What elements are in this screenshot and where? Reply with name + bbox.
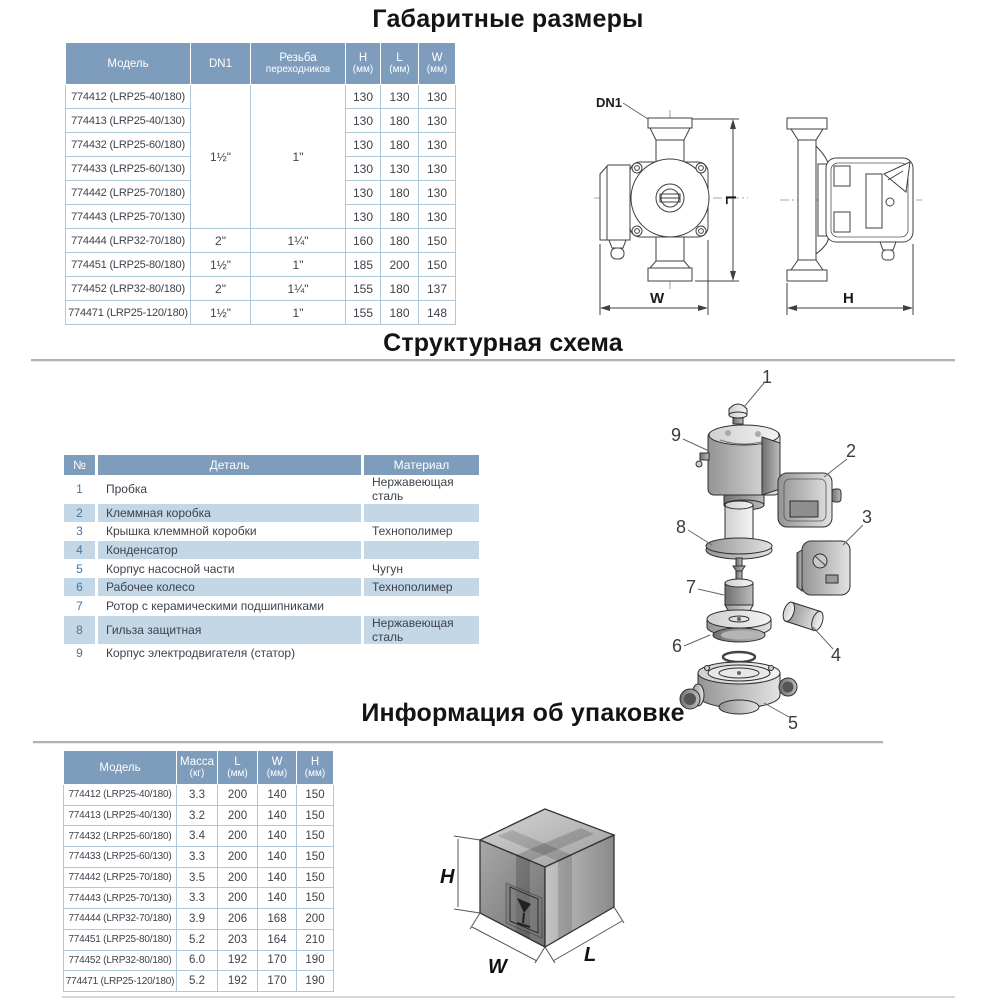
table-cell: 9	[64, 645, 95, 664]
table-cell: 160	[346, 229, 381, 253]
table-cell: 774443 (LRP25-70/130)	[66, 205, 191, 229]
table-cell: 192	[218, 950, 258, 971]
table-cell: Гильза защитная	[95, 616, 361, 645]
table-cell: 200	[218, 805, 258, 826]
table-cell: 774471 (LRP25-120/180)	[66, 301, 191, 325]
callout-9: 9	[671, 425, 682, 445]
table-cell: 6.0	[177, 950, 218, 971]
table-cell: 150	[297, 826, 334, 847]
table-cell: 1½"	[191, 85, 251, 229]
table-cell: 148	[419, 301, 456, 325]
table-row	[64, 578, 479, 597]
table-cell: 150	[297, 785, 334, 806]
box-w-label: W	[488, 956, 507, 978]
w-dimension-label: W	[650, 290, 665, 307]
table-cell: 1	[64, 475, 95, 504]
callout-4: 4	[831, 645, 842, 665]
table-cell: 200	[218, 847, 258, 868]
table-row	[64, 826, 334, 847]
l-dimension-label: L	[722, 195, 739, 205]
column-header: L (мм)	[218, 751, 258, 785]
table-cell: 1¼"	[251, 229, 346, 253]
callout-7: 7	[686, 577, 697, 597]
table-cell: 140	[258, 888, 297, 909]
table-row	[64, 645, 479, 664]
box-l-label: L	[584, 944, 597, 966]
table-cell: 200	[218, 867, 258, 888]
table-cell: 130	[346, 157, 381, 181]
table-cell: 206	[218, 909, 258, 930]
pump-side-view	[787, 118, 913, 281]
table-cell: 2"	[191, 229, 251, 253]
part-protective-sleeve	[706, 501, 772, 580]
table-cell: 185	[346, 253, 381, 277]
table-cell: 6	[64, 578, 95, 597]
table-row	[64, 785, 334, 806]
table-cell: 200	[381, 253, 419, 277]
table-cell: 137	[419, 277, 456, 301]
table-cell: 3.3	[177, 888, 218, 909]
pump-dimension-drawing	[580, 62, 990, 327]
table-cell: Нержавеющая сталь	[361, 475, 479, 504]
table-cell: 774471 (LRP25-120/180)	[64, 971, 177, 992]
table-row	[64, 597, 479, 616]
table-row	[66, 301, 456, 325]
table-cell: 130	[346, 133, 381, 157]
table-cell: 5.2	[177, 971, 218, 992]
box-illustration	[454, 809, 624, 963]
part-motor-housing	[696, 425, 780, 510]
table-cell: 3.9	[177, 909, 218, 930]
table-cell: 1"	[251, 85, 346, 229]
table-cell: 130	[419, 157, 456, 181]
table-cell: 2"	[191, 277, 251, 301]
table-cell: 3.3	[177, 847, 218, 868]
table-cell: 3.2	[177, 805, 218, 826]
table-cell: 180	[381, 205, 419, 229]
table-cell: 180	[381, 229, 419, 253]
callout-6: 6	[672, 636, 683, 656]
column-header: H (мм)	[297, 751, 334, 785]
table-row	[64, 523, 479, 542]
table-row	[64, 541, 479, 560]
table-cell: 7	[64, 597, 95, 616]
table-cell: 210	[297, 929, 334, 950]
terminal-box-outline	[600, 165, 630, 240]
table-cell: 140	[258, 785, 297, 806]
table-cell: Клеммная коробка	[95, 504, 361, 523]
dn1-label: DN1	[596, 95, 623, 110]
pump-exploded-drawing	[650, 365, 930, 737]
table-cell: 774451 (LRP25-80/180)	[66, 253, 191, 277]
table-cell: 180	[381, 277, 419, 301]
table-cell: Корпус электродвигателя (статор)	[95, 645, 361, 664]
callout-8: 8	[676, 517, 687, 537]
column-header: Резьба переходников	[251, 43, 346, 85]
table-cell: Ротор с керамическими подшипниками	[95, 597, 361, 616]
table-cell: Рабочее колесо	[95, 578, 361, 597]
table-cell: 155	[346, 277, 381, 301]
table-cell: 1"	[251, 301, 346, 325]
table-row	[64, 504, 479, 523]
table-cell: 3.4	[177, 826, 218, 847]
header-row	[64, 751, 334, 785]
table-cell: 190	[297, 971, 334, 992]
part-terminal-cover	[797, 541, 850, 595]
table-cell: 155	[346, 301, 381, 325]
table-cell: 774432 (LRP25-60/180)	[66, 133, 191, 157]
column-header: L (мм)	[381, 43, 419, 85]
column-header: Модель	[66, 43, 191, 85]
table-cell: 140	[258, 805, 297, 826]
section-title-dimensions: Габаритные размеры	[372, 5, 644, 33]
section-divider	[31, 359, 955, 361]
section-title-structure: Структурная схема	[383, 329, 623, 357]
table-cell: 774413 (LRP25-40/130)	[64, 805, 177, 826]
table-cell: 200	[218, 826, 258, 847]
table-cell: 1½"	[191, 301, 251, 325]
column-header: DN1	[191, 43, 251, 85]
column-header: W (мм)	[419, 43, 456, 85]
table-cell: Конденсатор	[95, 541, 361, 560]
table-cell	[361, 504, 479, 523]
table-cell: 5	[64, 560, 95, 579]
table-cell: 4	[64, 541, 95, 560]
column-header: Масса (кг)	[177, 751, 218, 785]
table-row	[64, 867, 334, 888]
table-cell: 130	[346, 181, 381, 205]
table-cell: 3	[64, 523, 95, 542]
table-cell: 774442 (LRP25-70/180)	[64, 867, 177, 888]
table-cell: 140	[258, 867, 297, 888]
table-cell: 130	[346, 109, 381, 133]
table-cell: 200	[297, 909, 334, 930]
table-cell: 130	[346, 205, 381, 229]
table-cell: 150	[297, 888, 334, 909]
table-cell: 130	[419, 205, 456, 229]
table-row	[64, 616, 479, 645]
table-cell: Крышка клеммной коробки	[95, 523, 361, 542]
table-cell: 180	[381, 301, 419, 325]
table-cell: 130	[419, 109, 456, 133]
table-cell: 774433 (LRP25-60/130)	[64, 847, 177, 868]
table-row	[64, 909, 334, 930]
table-row	[64, 805, 334, 826]
table-row	[64, 971, 334, 992]
table-cell: 1½"	[191, 253, 251, 277]
table-cell: 203	[218, 929, 258, 950]
table-cell: 130	[419, 133, 456, 157]
table-cell: Пробка	[95, 475, 361, 504]
column-header: Деталь	[95, 455, 361, 475]
table-cell: 774432 (LRP25-60/180)	[64, 826, 177, 847]
table-cell: Нержавеющая сталь	[361, 616, 479, 645]
table-cell: 130	[346, 85, 381, 109]
part-o-ring	[723, 652, 755, 662]
table-row	[66, 277, 456, 301]
table-cell: 774413 (LRP25-40/130)	[66, 109, 191, 133]
header-row	[66, 43, 456, 85]
box-h-label: H	[440, 866, 455, 888]
table-cell: 170	[258, 950, 297, 971]
section-title-packaging: Информация об упаковке	[361, 699, 685, 727]
table-row	[64, 950, 334, 971]
table-cell: 1¼"	[251, 277, 346, 301]
section-divider	[33, 741, 883, 743]
parts-table	[64, 455, 479, 663]
table-cell: 180	[381, 181, 419, 205]
table-cell: 2	[64, 504, 95, 523]
table-cell: 3.3	[177, 785, 218, 806]
callout-2: 2	[846, 441, 857, 461]
table-cell: 140	[258, 826, 297, 847]
table-cell: 150	[297, 847, 334, 868]
table-cell: 180	[381, 109, 419, 133]
part-impeller	[707, 610, 771, 642]
table-cell: 774442 (LRP25-70/180)	[66, 181, 191, 205]
packaging-box-drawing	[438, 795, 678, 985]
header-row	[64, 455, 479, 475]
table-cell: 200	[218, 888, 258, 909]
part-terminal-box	[778, 473, 841, 527]
table-row	[66, 85, 456, 109]
table-cell: Чугун	[361, 560, 479, 579]
table-cell: 774452 (LRP32-80/180)	[66, 277, 191, 301]
table-row	[64, 847, 334, 868]
column-header: W (мм)	[258, 751, 297, 785]
table-cell: 774444 (LRP32-70/180)	[66, 229, 191, 253]
table-cell: 150	[419, 253, 456, 277]
table-cell: Технополимер	[361, 578, 479, 597]
table-row	[64, 888, 334, 909]
table-row	[64, 929, 334, 950]
h-dimension-label: H	[843, 290, 854, 307]
table-cell: Корпус насосной части	[95, 560, 361, 579]
table-row	[64, 475, 479, 504]
callout-1: 1	[762, 367, 773, 387]
table-cell: 180	[381, 133, 419, 157]
table-cell: 150	[297, 867, 334, 888]
table-cell: 170	[258, 971, 297, 992]
table-cell: 5.2	[177, 929, 218, 950]
table-cell: 200	[218, 785, 258, 806]
callout-3: 3	[862, 507, 873, 527]
table-cell	[361, 645, 479, 664]
table-cell: 8	[64, 616, 95, 645]
table-cell: 150	[419, 229, 456, 253]
part-capacitor	[781, 601, 825, 632]
table-cell: 774433 (LRP25-60/130)	[66, 157, 191, 181]
table-cell: 168	[258, 909, 297, 930]
table-cell: 774412 (LRP25-40/180)	[64, 785, 177, 806]
table-cell: 774452 (LRP32-80/180)	[64, 950, 177, 971]
table-cell: 1"	[251, 253, 346, 277]
table-cell	[361, 541, 479, 560]
table-cell: 164	[258, 929, 297, 950]
table-row	[64, 560, 479, 579]
table-cell: 774451 (LRP25-80/180)	[64, 929, 177, 950]
table-cell: 774444 (LRP32-70/180)	[64, 909, 177, 930]
table-cell	[361, 597, 479, 616]
column-header: №	[64, 455, 95, 475]
table-cell: 3.5	[177, 867, 218, 888]
table-cell: 130	[419, 181, 456, 205]
table-row	[66, 253, 456, 277]
packaging-table	[63, 751, 334, 992]
pump-front-view	[600, 118, 709, 281]
table-cell: 774412 (LRP25-40/180)	[66, 85, 191, 109]
table-cell: 130	[419, 85, 456, 109]
table-cell: 774443 (LRP25-70/130)	[64, 888, 177, 909]
table-cell: 150	[297, 805, 334, 826]
table-cell: 190	[297, 950, 334, 971]
table-cell: 130	[381, 85, 419, 109]
table-cell: 140	[258, 847, 297, 868]
table-cell: 192	[218, 971, 258, 992]
callout-5: 5	[788, 713, 799, 733]
column-header: H (мм)	[346, 43, 381, 85]
table-cell: 130	[381, 157, 419, 181]
dimensions-table	[65, 43, 456, 325]
table-cell: Технополимер	[361, 523, 479, 542]
column-header: Модель	[64, 751, 177, 785]
table-row	[66, 229, 456, 253]
page-bottom-divider	[62, 996, 955, 998]
column-header: Материал	[361, 455, 479, 475]
dn1-leader-line	[623, 103, 648, 119]
